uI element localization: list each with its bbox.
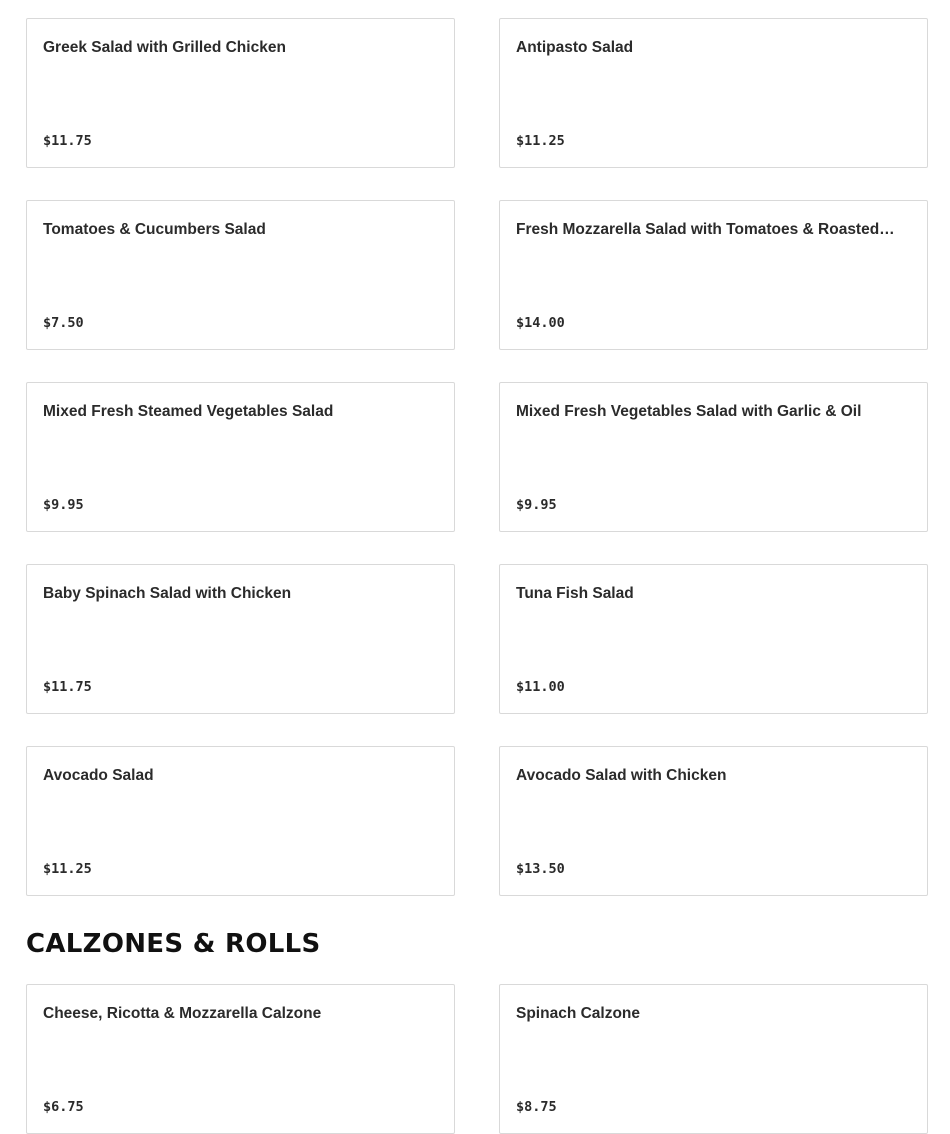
menu-item-card[interactable] [499,984,928,1134]
item-price: $13.50 [516,861,565,877]
item-name: Tuna Fish Salad [516,585,634,602]
menu-item-card[interactable] [26,382,455,532]
section-title: CALZONES & ROLLS [26,929,321,959]
menu-item-card[interactable] [499,746,928,896]
item-price: $8.75 [516,1099,557,1115]
menu-page [26,18,928,1134]
item-name: Fresh Mozzarella Salad with Tomatoes & Roasted… [516,221,895,238]
item-price: $11.00 [516,679,565,695]
item-name: Mixed Fresh Vegetables Salad with Garlic & Oil [516,403,862,420]
item-name: Spinach Calzone [516,1005,641,1022]
menu-item-card[interactable] [499,18,928,168]
item-price: $11.25 [516,133,565,149]
salads-grid [26,18,928,896]
item-name: Avocado Salad with Chicken [516,767,727,784]
item-price: $11.75 [43,679,92,695]
item-name: Cheese, Ricotta & Mozzarella Calzone [43,1005,322,1022]
calzones-grid [26,984,928,1134]
item-price: $9.95 [516,497,557,513]
menu-item-card[interactable] [26,564,455,714]
menu-item-card[interactable] [26,746,455,896]
menu-item-card[interactable] [26,200,455,350]
item-price: $11.25 [43,861,92,877]
menu-item-card[interactable] [26,984,455,1134]
item-price: $14.00 [516,315,565,331]
menu-item-card[interactable] [26,18,455,168]
item-price: $6.75 [43,1099,84,1115]
item-name: Mixed Fresh Steamed Vegetables Salad [43,403,334,420]
menu-item-card[interactable] [499,564,928,714]
menu-item-card[interactable] [499,200,928,350]
item-name: Greek Salad with Grilled Chicken [43,39,286,56]
item-price: $9.95 [43,497,84,513]
item-name: Tomatoes & Cucumbers Salad [43,221,266,238]
item-name: Baby Spinach Salad with Chicken [43,585,292,602]
menu-item-card[interactable] [499,382,928,532]
item-price: $7.50 [43,315,84,331]
item-price: $11.75 [43,133,92,149]
item-name: Avocado Salad [43,767,154,784]
item-name: Antipasto Salad [516,39,634,56]
